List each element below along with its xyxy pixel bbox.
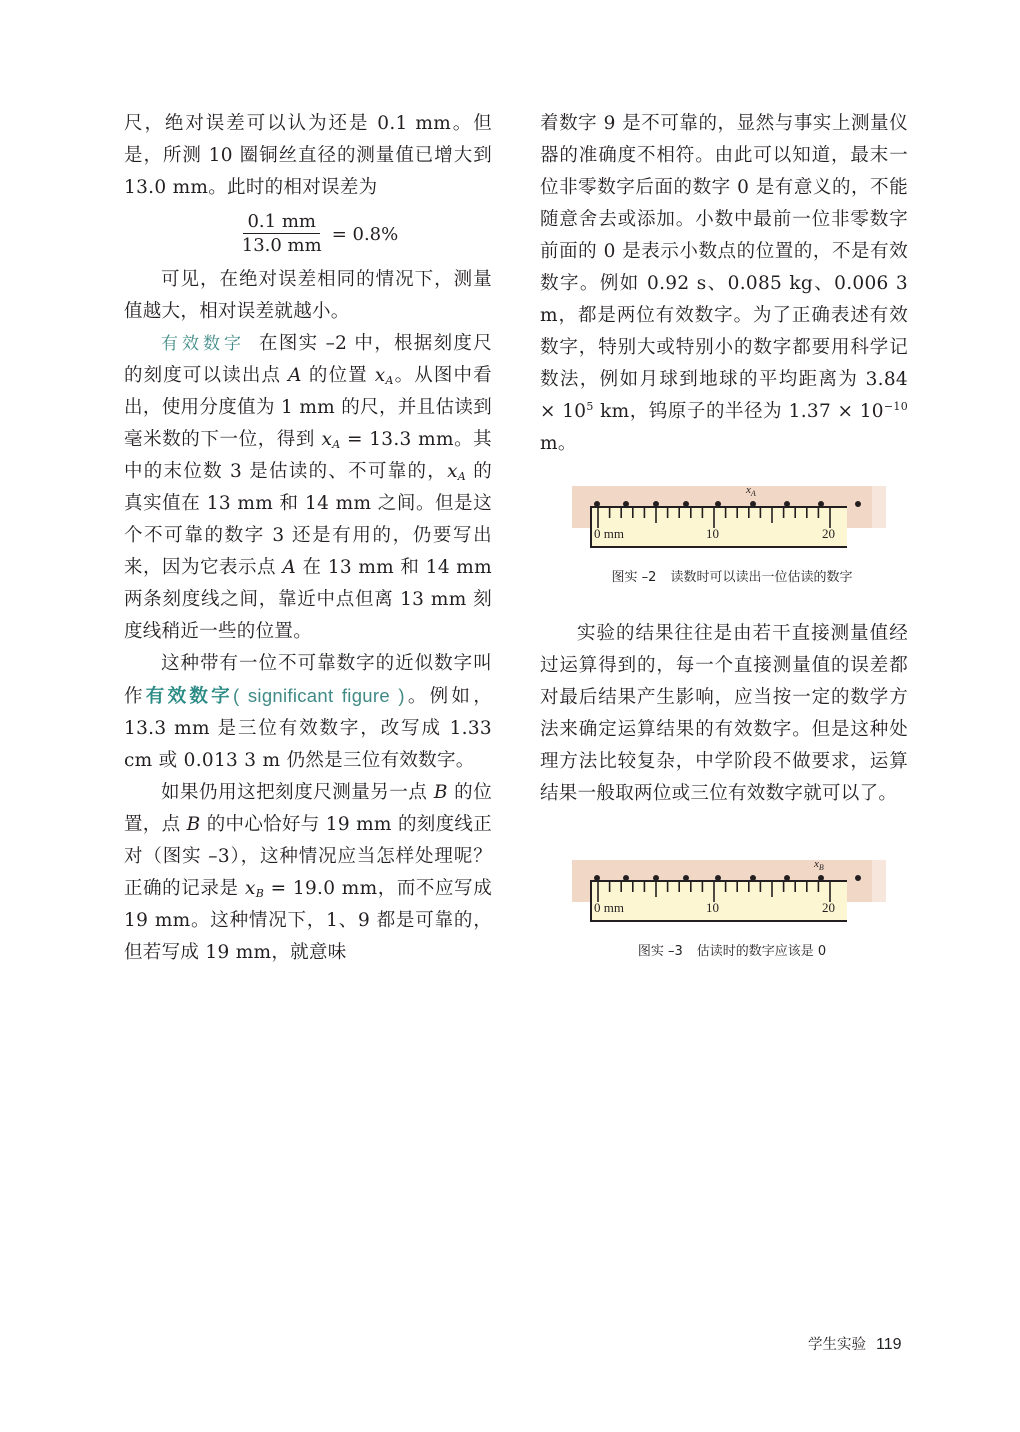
- page-number: 119: [876, 1336, 902, 1353]
- paragraph-zero-meaning: 着数字 9 是不可靠的，显然与事实上测量仪器的准确度不相符。由此可以知道，最末一位非零数字后面的数字 0 是有意义的，不能随意舍去或添加。小数中最前一位非零数字前面的 0 是表示小数点的位置的，不是有效数字。例如 0.92 s、0.085 kg、0.006 3 m，都是两位有效数字。为了正确表述有效数字，特别大或特别小的数字都要用科学记数法，例如月球到地球的平均距离为 $3.84 \times 10^5$ km，钨原子的半径为 $1.37 \times 10^{-10}$ m。: [540, 113, 909, 454]
- paragraph-calculation: 实验的结果往往是由若干直接测量值经过运算得到的，每一个直接测量值的误差都对最后结果产生影响，应当按一定的数学方法来确定运算结果的有效数字。但是这种处理方法比较复杂，中学阶段不做要求，运算结果一般取两位或三位有效数字就可以了。: [540, 623, 908, 804]
- figure-caption-text: 估读时的数字应该是 0: [696, 944, 827, 959]
- paragraph-conclusion: 可见，在绝对误差相同的情况下，测量值越大，相对误差就越小。: [124, 269, 492, 322]
- section-heading: 有效数字: [161, 334, 246, 354]
- formula-result: = 0.8%: [331, 223, 399, 245]
- fraction: [238, 211, 326, 258]
- figure-caption: [572, 940, 892, 959]
- figure-number: 图实 –3: [637, 944, 683, 959]
- key-term-english: ( significant figure ): [232, 685, 405, 706]
- key-term: 有效数字: [145, 686, 233, 707]
- figure-number: 图实 –2: [611, 570, 657, 585]
- point-label-xa: $x_A$: [746, 484, 756, 498]
- ruler-label-0: 0 mm: [594, 900, 624, 915]
- paragraph-relative-error: 尺，绝对误差可以认为还是 0.1 mm。但是，所测 10 圈铜丝直径的测量值已增大到 13.0 mm。此时的相对误差为: [124, 113, 492, 198]
- paragraph-significant-figures: 有效数字 在图实 –2 中，根据刻度尺的刻度可以读出点 A 的位置 $x_A$。从图中看出，使用分度值为 1 mm 的尺，并且估读到毫米数的下一位，得到 $x_A = 13.3$ mm。其中的末位数 3 是估读的、不可靠的，$x_A$ 的真实值在 13 mm 和 14 mm 之间。但是这个不可靠的数字 3 还是有用的，仍要写出来，因为它表示点 A 在 13 mm 和 14 mm 两条刻度线之间，靠近中点但离 13 mm 刻度线稍近一些的位置。: [124, 333, 493, 642]
- ruler-label-10: 10: [706, 526, 719, 541]
- strip-dots: [572, 858, 884, 898]
- figure-caption: [572, 566, 892, 585]
- left-column: [124, 108, 492, 969]
- denominator: 13.0 mm: [241, 234, 322, 256]
- point-label-xb: $x_B$: [814, 858, 824, 872]
- paragraph-definition: 这种带有一位不可靠数字的近似数字叫作有效数字( significant figure )。例如，13.3 mm 是三位有效数字，改写成 1.33 cm 或 0.013 3 m 仍然是三位有效数字。: [124, 653, 492, 771]
- ruler-label-20: 20: [822, 900, 835, 915]
- section-name: 学生实验: [808, 1337, 866, 1353]
- numerator: 0.1 mm: [243, 211, 319, 234]
- ruler-label-0: 0 mm: [594, 526, 624, 541]
- right-column: [540, 108, 908, 460]
- figure-caption-text: 读数时可以读出一位估读的数字: [670, 570, 853, 585]
- ruler-label-20: 20: [822, 526, 835, 541]
- right-column-lower: [540, 618, 908, 810]
- relative-error-formula: [144, 204, 492, 264]
- strip-dots: [572, 484, 884, 524]
- page-footer: [808, 1333, 902, 1354]
- ruler-label-10: 10: [706, 900, 719, 915]
- paragraph-point-b: 如果仍用这把刻度尺测量另一点 B 的位置，点 B 的中心恰好与 19 mm 的刻度线正对（图实 –3），这种情况应当怎样处理呢？正确的记录是 $x_B = 19.0$ mm，而不应写成 19 mm。这种情况下，1、9 都是可靠的，但若写成 19 mm，就意味: [124, 782, 492, 963]
